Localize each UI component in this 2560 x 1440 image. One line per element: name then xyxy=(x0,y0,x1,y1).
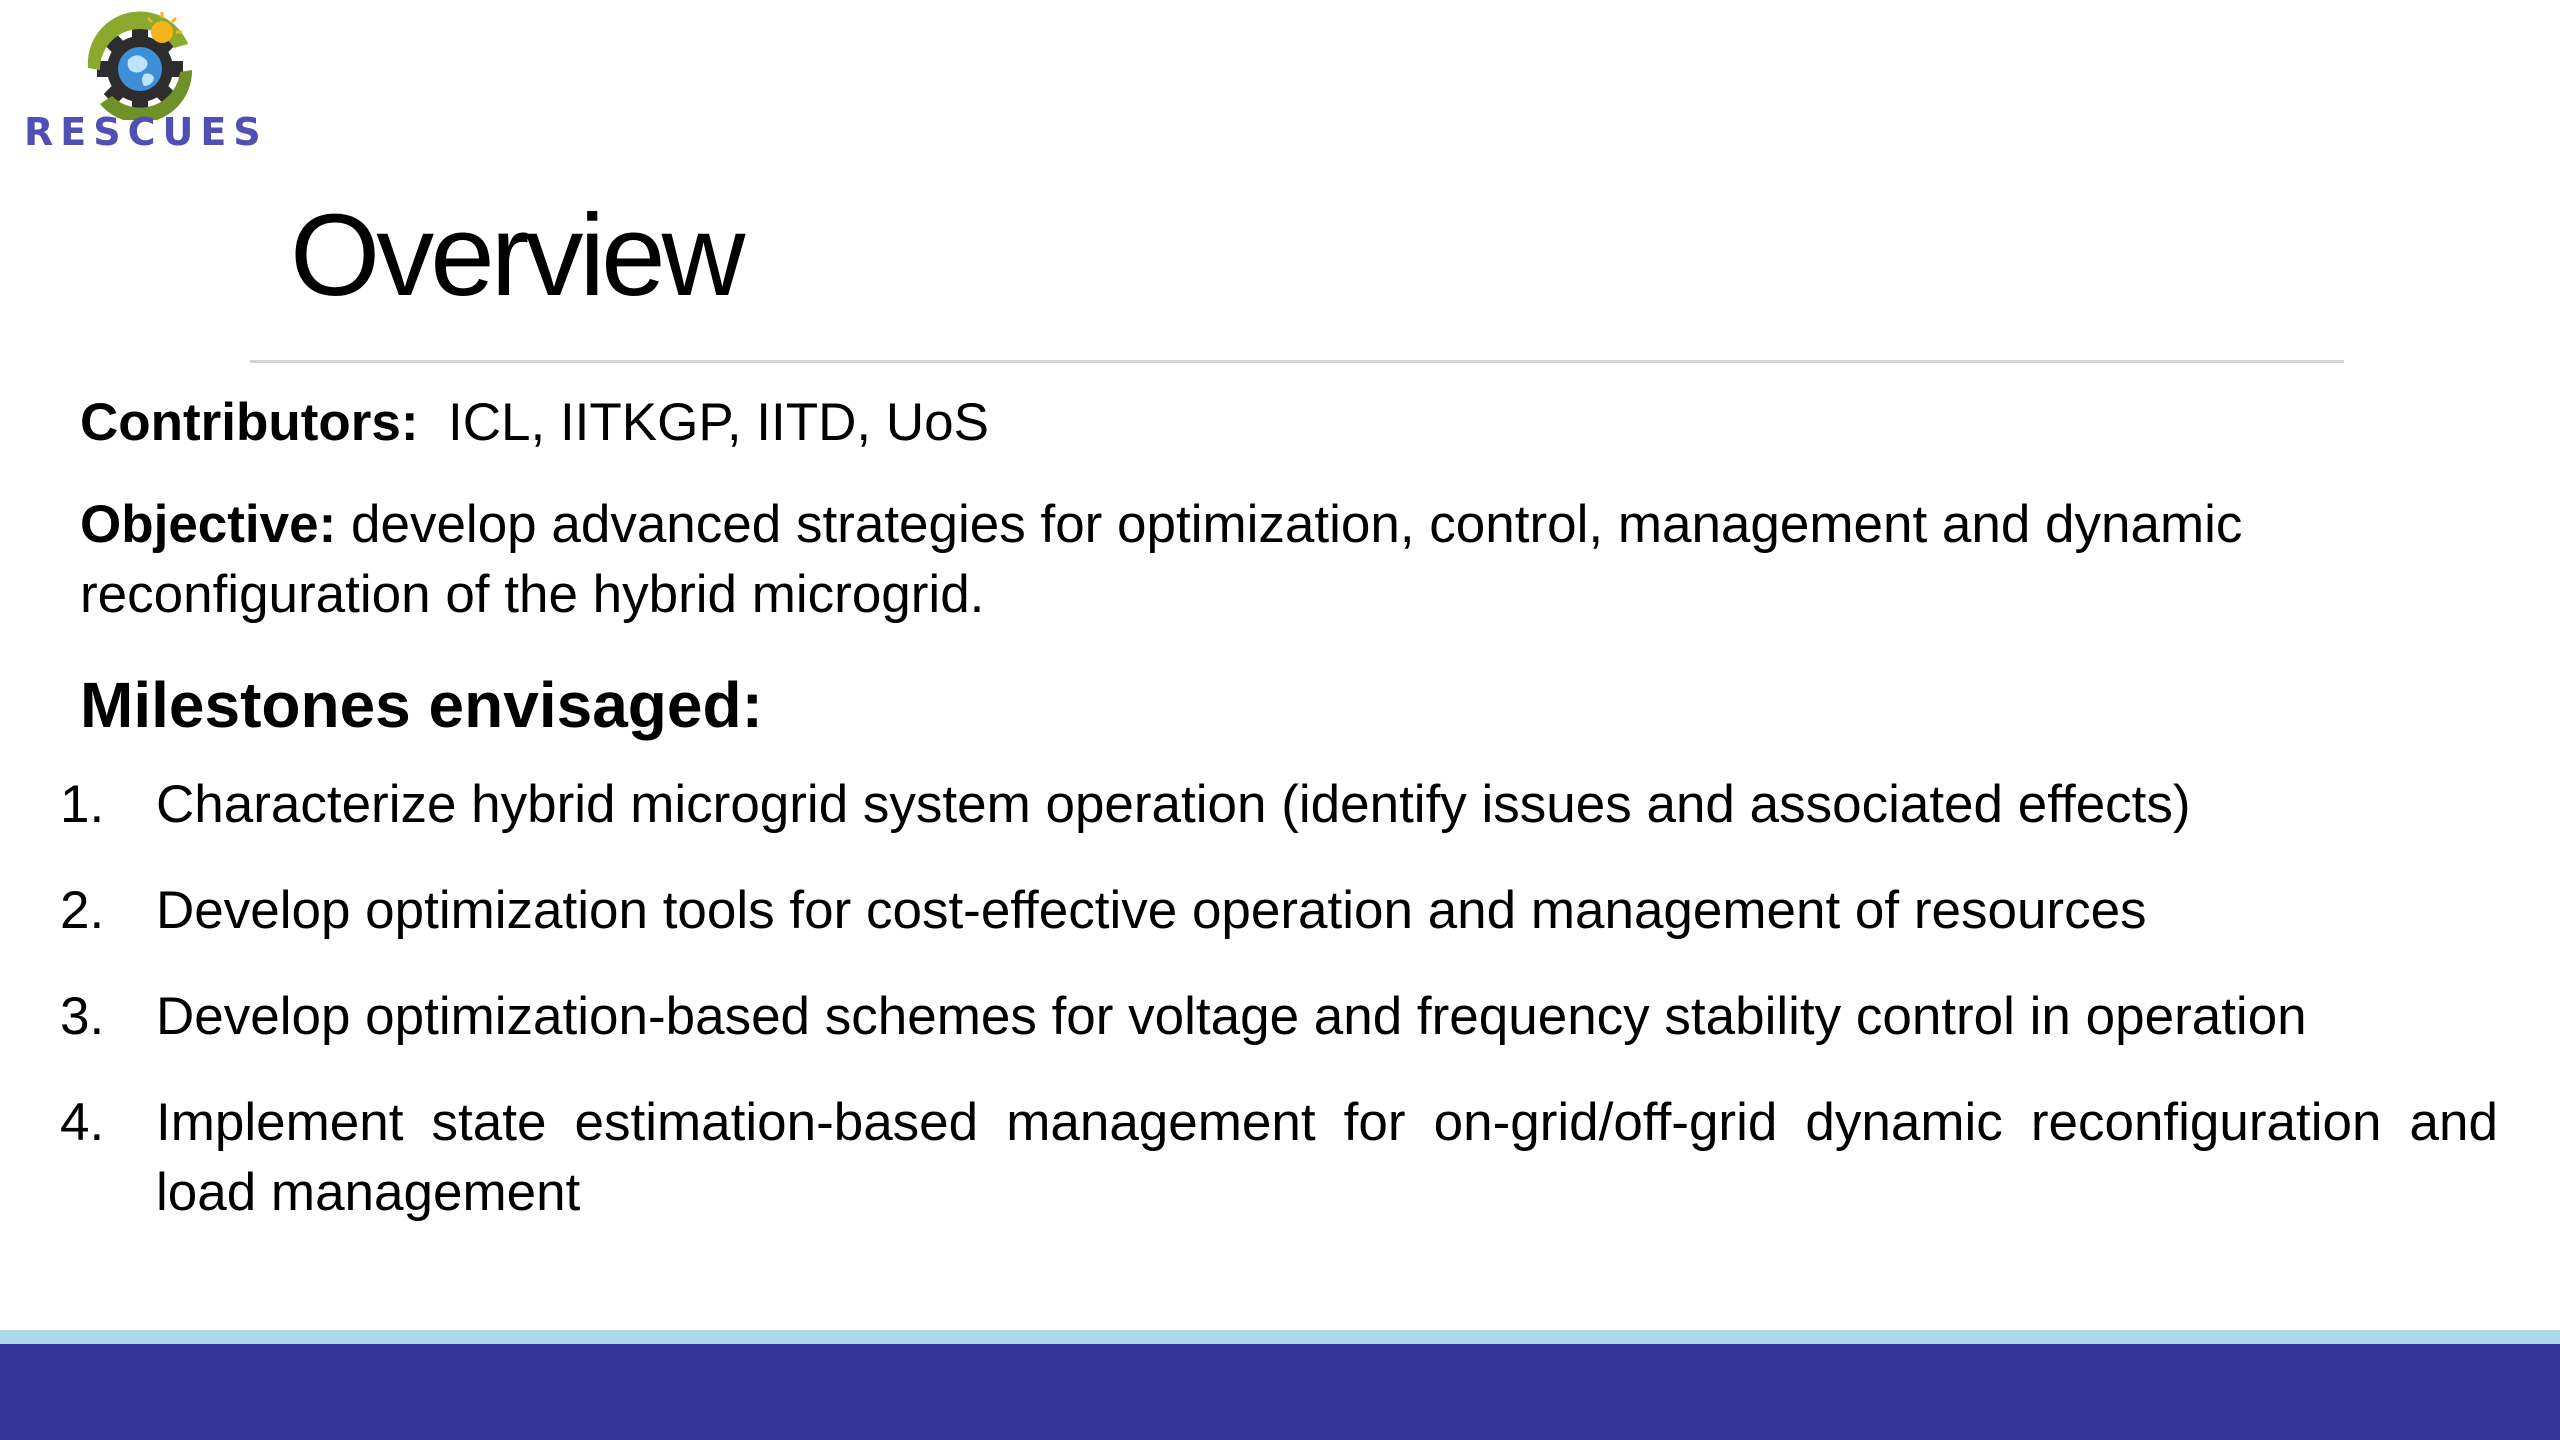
milestone-text: Develop optimization tools for cost-effective operation and management of resources xyxy=(156,881,2147,940)
contributors-line xyxy=(80,388,2498,458)
rescues-logo xyxy=(20,4,268,154)
milestones-list xyxy=(60,770,2498,1228)
milestone-item xyxy=(60,770,2498,840)
milestone-item xyxy=(60,982,2498,1052)
milestone-number: 4. xyxy=(60,1093,105,1152)
objective-label: Objective: xyxy=(80,495,337,554)
milestone-text: Characterize hybrid microgrid system operation (identify issues and associated effects) xyxy=(156,775,2191,834)
contributors-label: Contributors: xyxy=(80,393,419,452)
milestone-item xyxy=(60,1088,2498,1228)
slide-title: Overview xyxy=(290,190,742,320)
contributors-value: ICL, IITKGP, IITD, UoS xyxy=(448,393,989,452)
objective-text: develop advanced strategies for optimization, control, management and dynamic reconfiguration of the hybrid microgrid. xyxy=(80,495,2243,624)
logo-text: RESCUES xyxy=(24,110,268,154)
milestones-heading: Milestones envisaged: xyxy=(80,669,763,741)
footer-band xyxy=(0,1344,2560,1440)
slide-body xyxy=(60,388,2498,1264)
milestone-number: 1. xyxy=(60,775,105,834)
milestone-text: Implement state estimation-based management for on-grid/off-grid dynamic reconfiguration and load management xyxy=(156,1093,2498,1222)
objective-paragraph xyxy=(80,490,2498,630)
milestone-number: 2. xyxy=(60,881,105,940)
footer-band-accent xyxy=(0,1330,2560,1344)
title-divider xyxy=(250,360,2344,363)
gear-globe-icon xyxy=(70,4,210,120)
milestone-text: Develop optimization-based schemes for voltage and frequency stability control in operation xyxy=(156,987,2307,1046)
milestone-item xyxy=(60,876,2498,946)
milestone-number: 3. xyxy=(60,987,105,1046)
